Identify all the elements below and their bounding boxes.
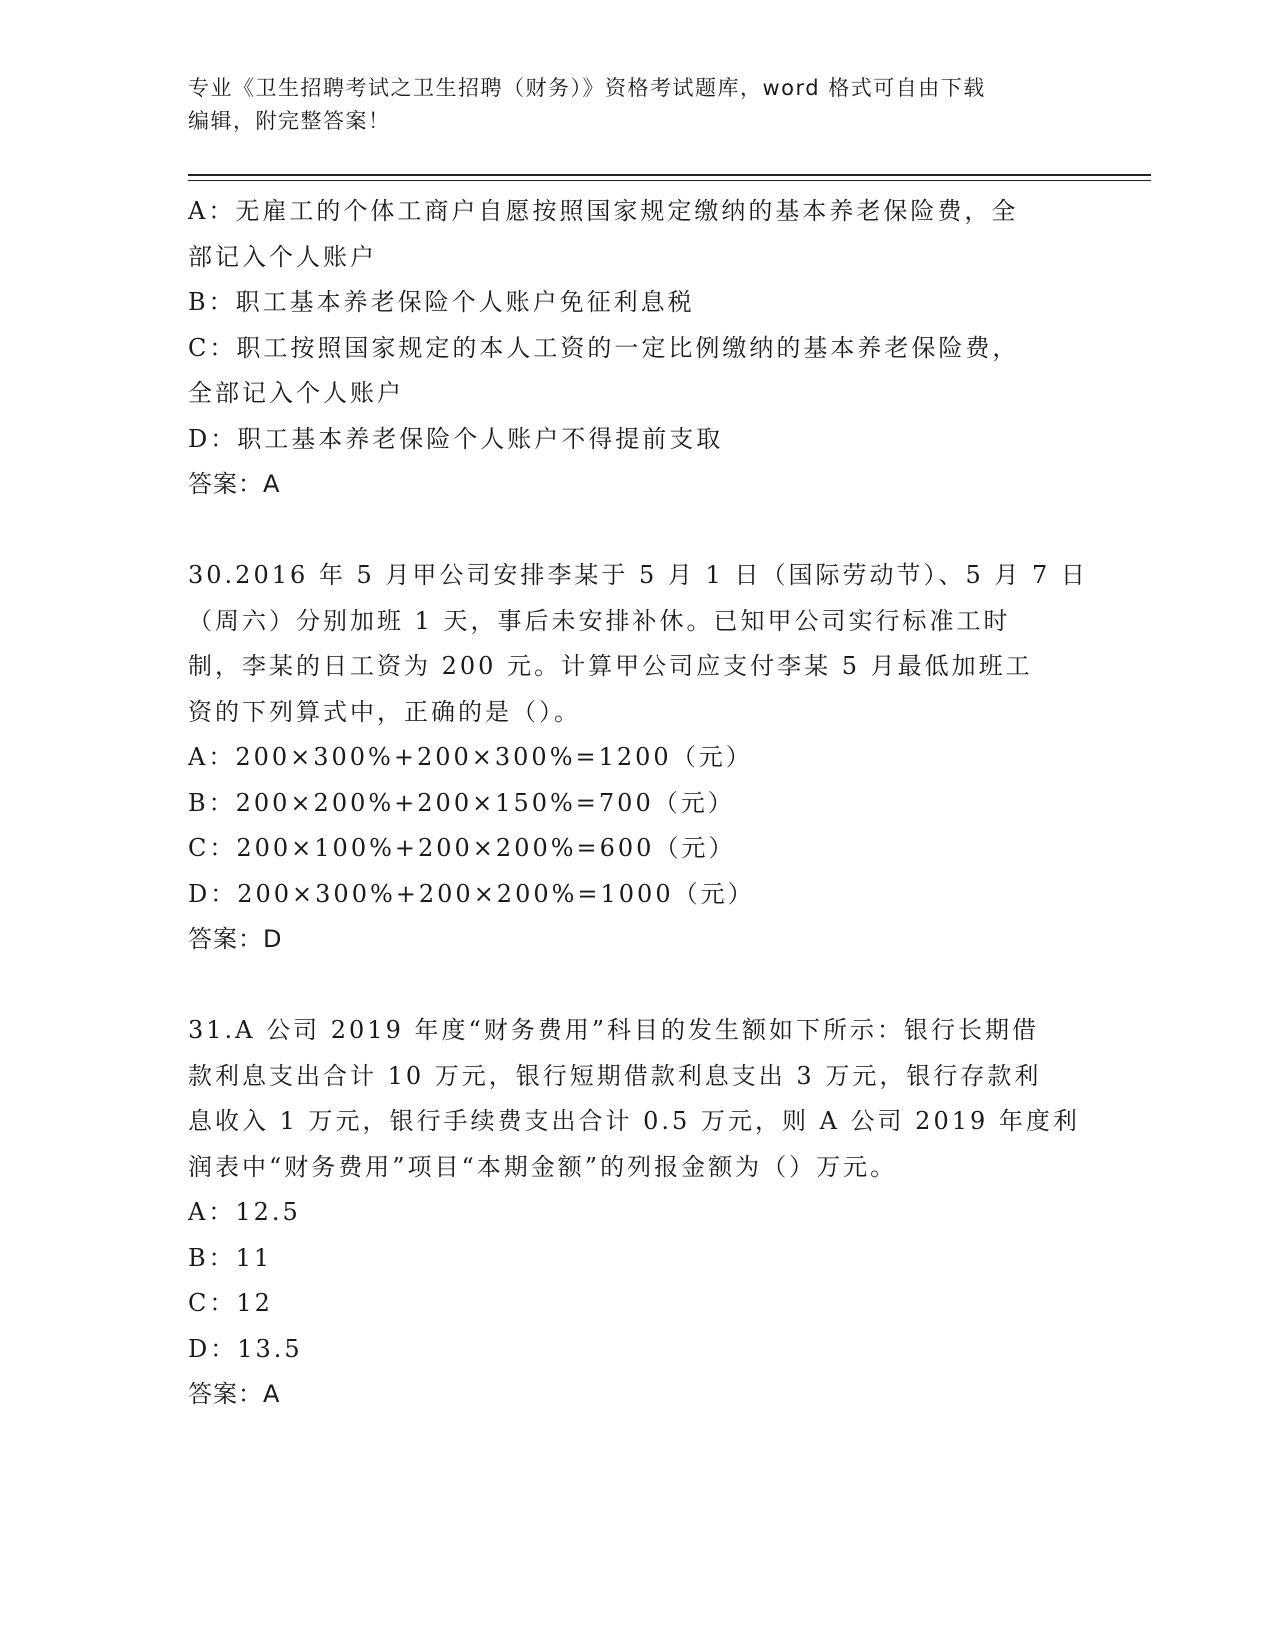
question-stem-line-2: 款利息支出合计 10 万元，银行短期借款利息支出 3 万元，银行存款利	[188, 1061, 1042, 1090]
header-line-1: 专业《卫生招聘考试之卫生招聘（财务）》资格考试题库，word 格式可自由下载	[188, 76, 986, 100]
option-c-line-1: C：职工按照国家规定的本人工资的一定比例缴纳的基本养老保险费，	[188, 333, 1020, 362]
option-a-line-2: 部记入个人账户	[188, 242, 377, 271]
question-30	[188, 553, 1088, 963]
document-header	[188, 72, 1088, 138]
option-b: B：11	[188, 1243, 273, 1272]
answer: 答案：D	[188, 925, 283, 953]
header-divider-thin	[188, 180, 1151, 181]
option-d: D：13.5	[188, 1334, 303, 1363]
spacer	[188, 508, 1088, 554]
spacer	[188, 963, 1088, 1009]
answer: 答案：A	[188, 1380, 281, 1408]
option-d: D：职工基本养老保险个人账户不得提前支取	[188, 424, 724, 453]
question-31	[188, 1008, 1088, 1418]
option-d: D：200×300%+200×200%=1000（元）	[188, 879, 755, 908]
question-content	[188, 189, 1088, 1418]
question-stem-line-3: 息收入 1 万元，银行手续费支出合计 0.5 万元，则 A 公司 2019 年度利	[188, 1107, 1080, 1135]
answer: 答案：A	[188, 470, 281, 498]
option-a: A：200×300%+200×300%=1200（元）	[188, 743, 753, 771]
option-b: B：职工基本养老保险个人账户免征利息税	[188, 288, 695, 316]
option-c: C：12	[188, 1289, 273, 1317]
option-a-line-1: A：无雇工的个体工商户自愿按照国家规定缴纳的基本养老保险费，全	[188, 197, 1019, 225]
question-stem-line-3: 制，李某的日工资为 200 元。计算甲公司应支付李某 5 月最低加班工	[188, 652, 1033, 680]
header-divider-thick	[188, 174, 1151, 176]
question-29	[188, 189, 1088, 508]
question-stem-line-2: （周六）分别加班 1 天，事后未安排补休。已知甲公司实行标准工时	[188, 606, 1011, 635]
option-c: C：200×100%+200×200%=600（元）	[188, 834, 736, 862]
option-b: B：200×200%+200×150%=700（元）	[188, 788, 735, 817]
header-line-2: 编辑，附完整答案！	[188, 109, 391, 133]
question-stem-line-4: 资的下列算式中，正确的是（）。	[188, 697, 581, 726]
question-stem-line-1: 30.2016 年 5 月甲公司安排李某于 5 月 1 日（国际劳动节）、5 月 7 日	[188, 561, 1088, 589]
question-stem-line-1: 31.A 公司 2019 年度“财务费用”科目的发生额如下所示：银行长期借	[188, 1016, 1040, 1044]
question-stem-line-4: 润表中“财务费用”项目“本期金额”的列报金额为（）万元。	[188, 1152, 898, 1181]
option-c-line-2: 全部记入个人账户	[188, 379, 404, 407]
option-a: A：12.5	[188, 1198, 301, 1226]
